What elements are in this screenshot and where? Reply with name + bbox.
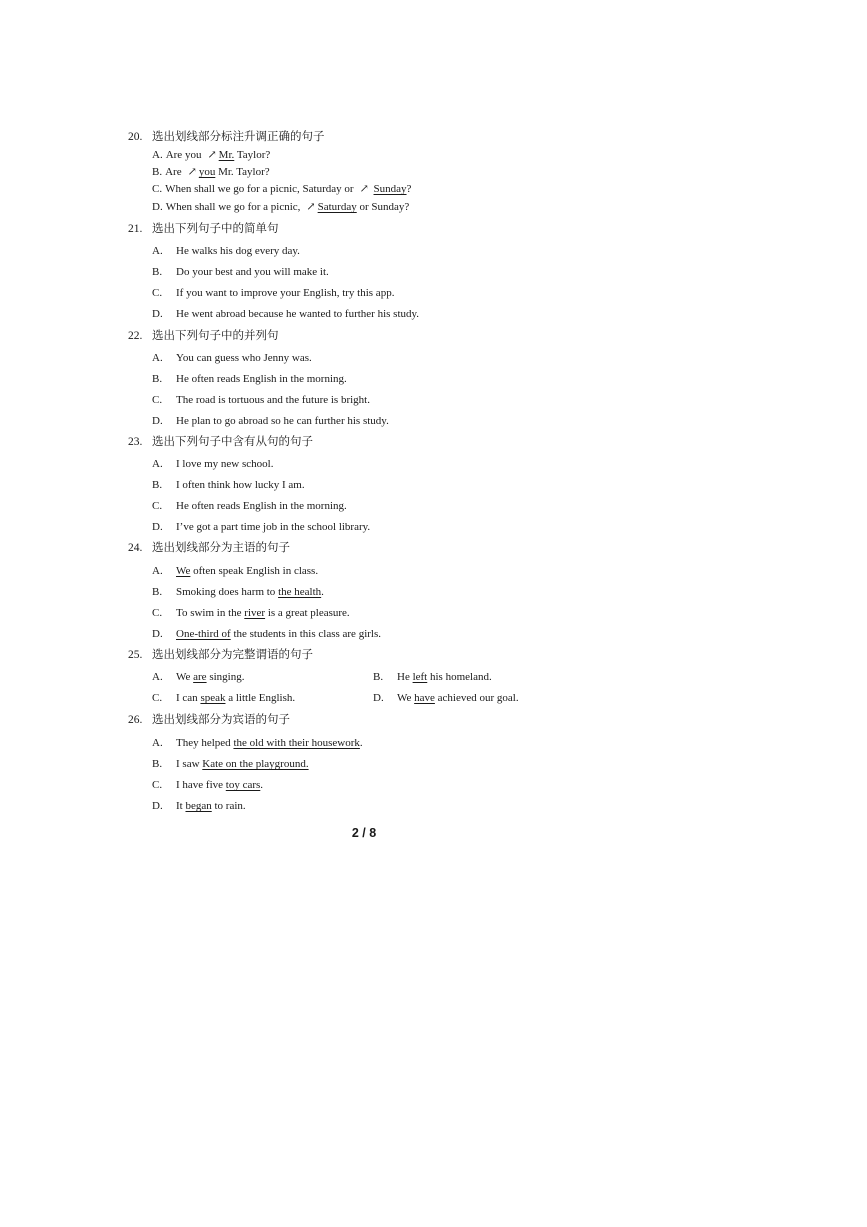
question-prompt: 选出划线部分标注升调正确的句子: [152, 131, 325, 143]
option-text: his homeland.: [427, 671, 492, 683]
option-text: When shall we go for a picnic, Saturday or: [165, 183, 354, 195]
underlined-text: Saturday: [317, 201, 357, 213]
answer-option: [152, 182, 411, 196]
underlined-text: you: [198, 166, 216, 178]
answer-option: [152, 200, 409, 214]
option-letter: B.: [152, 266, 163, 278]
question-number: 25.: [128, 649, 143, 661]
underlined-text: the old with their housework: [233, 737, 360, 749]
rising-intonation-arrow-icon: ↗: [207, 149, 217, 161]
underlined-text: began: [185, 800, 212, 812]
underlined-text: We: [176, 565, 191, 577]
question-number: 22.: [128, 330, 143, 342]
question-prompt: 选出下列句子中的并列句: [152, 330, 279, 342]
option-letter: A.: [152, 565, 163, 577]
answer-option: [152, 757, 309, 771]
option-text: .: [321, 586, 324, 598]
question-prompt: 选出划线部分为主语的句子: [152, 542, 290, 554]
option-text: We: [176, 671, 194, 683]
answer-option: [152, 286, 394, 300]
option-text: often speak English in class.: [190, 565, 319, 577]
answer-option: [152, 670, 244, 684]
option-letter: B.: [152, 373, 163, 385]
option-text: the students in this class are girls.: [230, 628, 381, 640]
option-letter: D.: [152, 415, 163, 427]
option-letter: D.: [152, 308, 163, 320]
option-letter: D.: [152, 201, 163, 213]
answer-option: [373, 670, 492, 684]
option-text: I have five: [176, 779, 226, 791]
option-text: Are you: [165, 149, 202, 161]
answer-option: [152, 499, 347, 513]
answer-option: [152, 265, 329, 279]
question-number: 26.: [128, 714, 143, 726]
option-letter: C.: [152, 500, 163, 512]
underlined-text: left: [412, 671, 428, 683]
answer-option: [152, 457, 273, 471]
option-text: If you want to improve your English, try this app.: [176, 287, 395, 299]
option-text: or Sunday?: [356, 201, 410, 213]
option-letter: A.: [152, 458, 163, 470]
option-text: I’ve got a part time job in the school library.: [176, 521, 371, 533]
underlined-text: the health: [278, 586, 322, 598]
question-title: [128, 130, 325, 144]
underlined-text: have: [414, 692, 435, 704]
question-prompt: 选出划线部分为完整谓语的句子: [152, 649, 313, 661]
option-text: Smoking does harm to: [176, 586, 279, 598]
question-title: [128, 541, 290, 555]
rising-intonation-arrow-icon: ↗: [187, 166, 197, 178]
option-letter: A.: [152, 352, 163, 364]
option-text: They helped: [176, 737, 234, 749]
option-letter: C.: [152, 692, 163, 704]
answer-option: [152, 478, 305, 492]
option-letter: C.: [152, 183, 163, 195]
rising-intonation-arrow-icon: ↗: [359, 183, 369, 195]
answer-option: [152, 585, 324, 599]
underlined-text: river: [244, 607, 266, 619]
underlined-text: speak: [200, 692, 226, 704]
answer-option: [152, 520, 370, 534]
option-text: .: [260, 779, 264, 791]
underlined-text: toy cars: [225, 779, 261, 791]
option-text: Are: [165, 166, 182, 178]
option-text: He went abroad because he wanted to further his study.: [176, 308, 420, 320]
question-title: [128, 435, 313, 449]
option-text: He walks his dog every day.: [176, 245, 300, 257]
answer-option: [152, 244, 300, 258]
option-letter: B.: [152, 479, 163, 491]
answer-option: [152, 393, 370, 407]
option-text: He often reads English in the morning.: [176, 500, 347, 512]
question-prompt: 选出下列句子中含有从句的句子: [152, 436, 313, 448]
option-letter: C.: [152, 287, 163, 299]
answer-option: [152, 165, 270, 179]
option-letter: D.: [152, 800, 163, 812]
option-letter: D.: [152, 628, 163, 640]
option-text: He often reads English in the morning.: [176, 373, 347, 385]
option-letter: B.: [152, 586, 163, 598]
underlined-text: Sunday: [373, 183, 407, 195]
question-number: 20.: [128, 131, 143, 143]
answer-option: [373, 691, 519, 705]
option-text: I love my new school.: [176, 458, 274, 470]
option-text: ?: [406, 183, 412, 195]
option-text: When shall we go for a picnic,: [165, 201, 301, 213]
option-text: singing.: [206, 671, 245, 683]
option-letter: A.: [152, 149, 163, 161]
option-letter: A.: [152, 671, 163, 683]
option-text: To swim in the: [176, 607, 245, 619]
option-letter: D.: [152, 521, 163, 533]
option-text: The road is tortuous and the future is bright.: [176, 394, 370, 406]
question-title: [128, 713, 290, 727]
question-number: 24.: [128, 542, 143, 554]
answer-option: [152, 307, 419, 321]
answer-option: [152, 148, 270, 162]
option-letter: D.: [373, 692, 384, 704]
answer-option: [152, 351, 312, 365]
option-text: I can: [176, 692, 201, 704]
question-title: [128, 648, 313, 662]
answer-option: [152, 627, 381, 641]
option-letter: C.: [152, 779, 163, 791]
option-text: He: [397, 671, 413, 683]
option-letter: B.: [373, 671, 384, 683]
underlined-text: One-third of: [176, 628, 231, 640]
underlined-text: are: [193, 671, 207, 683]
option-letter: A.: [152, 245, 163, 257]
option-text: a little English.: [225, 692, 296, 704]
option-letter: A.: [152, 737, 163, 749]
question-prompt: 选出下列句子中的简单句: [152, 223, 279, 235]
option-text: I saw: [176, 758, 203, 770]
answer-option: [152, 606, 350, 620]
answer-option: [152, 799, 246, 813]
underlined-text: Kate on the playground.: [202, 758, 309, 770]
question-title: [128, 329, 279, 343]
underlined-text: Mr.: [218, 149, 235, 161]
option-text: .: [359, 737, 363, 749]
answer-option: [152, 778, 263, 792]
option-letter: B.: [152, 166, 163, 178]
rising-intonation-arrow-icon: ↗: [306, 201, 316, 213]
option-text: It: [176, 800, 186, 812]
option-text: is a great pleasure.: [265, 607, 350, 619]
option-text: Do your best and you will make it.: [176, 266, 329, 278]
answer-option: [152, 736, 363, 750]
answer-option: [152, 372, 347, 386]
answer-option: [152, 691, 295, 705]
question-title: [128, 222, 279, 236]
option-text: Mr. Taylor?: [215, 166, 270, 178]
option-letter: B.: [152, 758, 163, 770]
option-text: He plan to go abroad so he can further his study.: [176, 415, 389, 427]
question-number: 21.: [128, 223, 143, 235]
answer-option: [152, 564, 318, 578]
option-text: I often think how lucky I am.: [176, 479, 305, 491]
page-indicator: 2 / 8: [351, 826, 377, 840]
option-text: We: [397, 692, 415, 704]
option-text: Taylor?: [234, 149, 271, 161]
option-letter: C.: [152, 394, 163, 406]
option-letter: C.: [152, 607, 163, 619]
option-text: achieved our goal.: [434, 692, 519, 704]
option-text: You can guess who Jenny was.: [176, 352, 312, 364]
question-number: 23.: [128, 436, 143, 448]
option-text: to rain.: [211, 800, 246, 812]
question-prompt: 选出划线部分为宾语的句子: [152, 714, 290, 726]
answer-option: [152, 414, 389, 428]
